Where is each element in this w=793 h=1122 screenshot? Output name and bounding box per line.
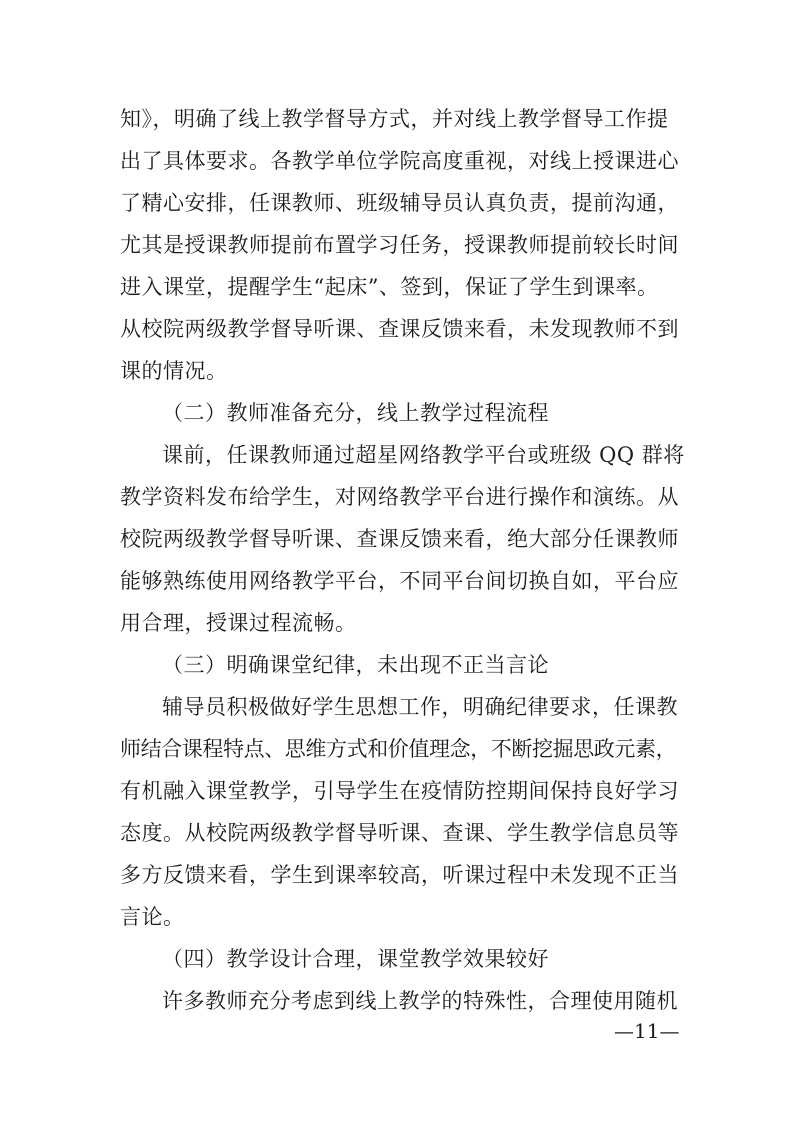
text-line: 许多教师充分考虑到线上教学的特殊性，合理使用随机 bbox=[162, 989, 678, 1013]
paragraph-2 bbox=[120, 434, 685, 644]
text-line: 言论。 bbox=[120, 905, 185, 929]
text-line: 课前，任课教师通过超星网络教学平台或班级 QQ 群将 bbox=[162, 443, 685, 467]
text-line: 从校院两级教学督导听课、查课反馈来看，未发现教师不到 bbox=[120, 317, 679, 341]
document-body bbox=[120, 98, 685, 1022]
text-line: 多方反馈来看，学生到课率较高，听课过程中未发现不正当 bbox=[120, 863, 679, 887]
text-line: 辅导员积极做好学生思想工作，明确纪律要求，任课教 bbox=[162, 695, 678, 719]
text-line: 校院两级教学督导听课、查课反馈来看，绝大部分任课教师 bbox=[120, 527, 679, 551]
text-line: 尤其是授课教师提前布置学习任务，授课教师提前较长时间 bbox=[120, 233, 679, 257]
text-line: 了精心安排，任课教师、班级辅导员认真负责，提前沟通， bbox=[120, 191, 679, 215]
section-heading-4: （四）教学设计合理，课堂教学效果较好 bbox=[162, 947, 549, 971]
text-line: 师结合课程特点、思维方式和价值理念，不断挖掘思政元素， bbox=[120, 737, 677, 761]
page-number: —11— bbox=[614, 1019, 680, 1043]
paragraph-1 bbox=[120, 98, 680, 392]
text-line: 课的情况。 bbox=[120, 359, 228, 383]
text-line: 态度。从校院两级教学督导听课、查课、学生教学信息员等 bbox=[120, 821, 679, 845]
section-heading-2: （二）教师准备充分，线上教学过程流程 bbox=[162, 401, 549, 425]
text-line: 知》，明确了线上教学督导方式，并对线上教学督导工作提 bbox=[120, 107, 669, 131]
section-heading-3: （三）明确课堂纪律，未出现不正当言论 bbox=[162, 653, 549, 677]
text-line: 教学资料发布给学生，对网络教学平台进行操作和演练。从 bbox=[120, 485, 679, 509]
text-line: 出了具体要求。各教学单位学院高度重视，对线上授课进心 bbox=[120, 149, 679, 173]
paragraph-3 bbox=[120, 686, 680, 938]
text-line: 能够熟练使用网络教学平台，不同平台间切换自如，平台应 bbox=[120, 569, 679, 593]
text-line: 用合理，授课过程流畅。 bbox=[120, 611, 357, 635]
text-line: 有机融入课堂教学，引导学生在疫情防控期间保持良好学习 bbox=[120, 779, 679, 803]
paragraph-4 bbox=[120, 980, 680, 1022]
text-line: 进入课堂，提醒学生“起床”、签到，保证了学生到课率。 bbox=[120, 275, 659, 299]
